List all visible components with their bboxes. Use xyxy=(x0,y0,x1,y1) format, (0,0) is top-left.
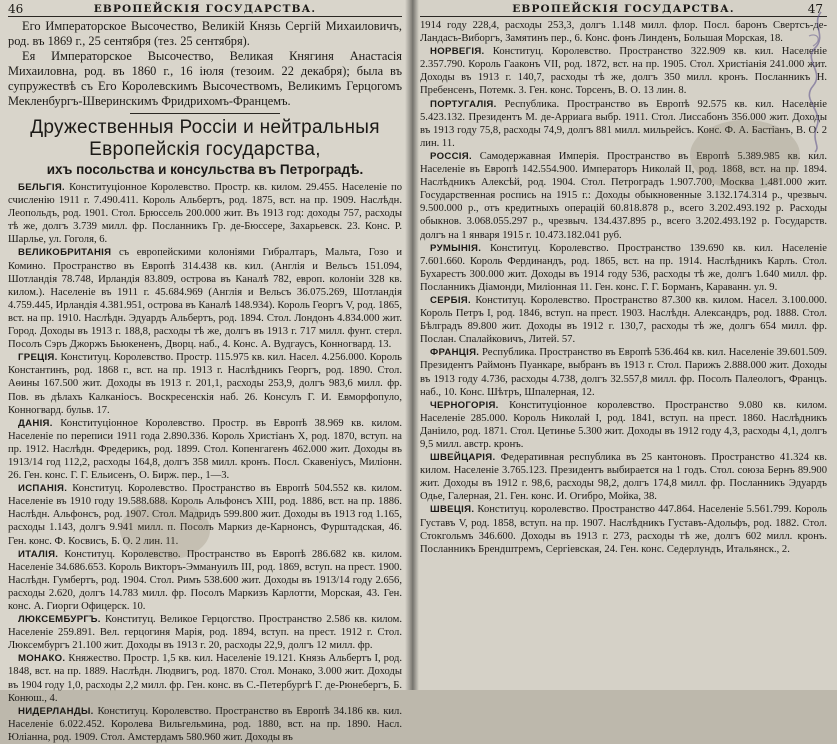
right-column xyxy=(420,19,827,556)
country-text: Конституц. Великое Герцогство. Пространство 2.586 кв. килом. Населенiе 259.891. Вел. герцогиня Марiя, род. 1894, вступ. на прест. 1912 г. Стол. Люксембургъ 21.100 жит. Доходы въ 1913 г. 20, расходы 22,9, долгъ 12 милл. фр. xyxy=(8,614,402,652)
country-text: Республика. Пространство въ Европѣ 92.575 кв. кил. Населенiе 5.423.132. Президентъ М. де-Арриага выбр. 1911. Стол. Лиссабонъ 356.000 жит. Доходы въ 1913 году 75,8, расходы 74,9, долгъ 881 милл. мильрейсъ. Конс. Ф. А. Бастiанъ, В. О. 2 лин. 11. xyxy=(420,98,827,149)
continued-entry xyxy=(420,19,827,45)
handwritten-margin-note-mark xyxy=(801,6,831,156)
country-entry xyxy=(420,399,827,451)
country-name: ПОРТУГАЛIЯ. xyxy=(430,98,497,110)
country-text: Конституцiонное королевство. Пространство 9.080 кв. килом. Населенiе 285.000. Король Николай I, род. 1841, вступ. на прест. 1860. Наслѣдникъ Данiило, род. 1871. Стол. Цетинье 5.300 жит. Доходы въ 1912 году 4,3, расходы 4,1, долгъ 9,5 милл. австр. кронъ. xyxy=(420,399,827,450)
country-name: СЕРБIЯ. xyxy=(430,294,471,306)
section-subtitle: ихъ посольства и консульства въ Петроградѣ. xyxy=(46,162,364,177)
section-title: Дружественныя Россiи и нейтральныя Европейскiя государства, xyxy=(30,117,380,160)
country-entry xyxy=(420,346,827,398)
country-text: Княжество. Простр. 1,5 кв. кил. Населенiе 19.121. Князь Альбертъ I, род. 1848, вст. на пр. 1889. Наслѣдн. Людвигъ, род. 1870. Стол. Монако, 3.000 жит. Доходы въ 1904 году 1,0, расходы 2,2 милл. фр. Ген. конс. въ С.-Петербургѣ Г. де-Рюнебергъ, Б. Конюш., 4. xyxy=(8,653,403,704)
country-entry xyxy=(420,451,827,503)
left-running-head xyxy=(8,2,402,17)
country-text: Конституц. Королевство. Пространство въ Европѣ 504.552 кв. килом. Населенiе въ 1910 году 19.588.688. Король Альфонсъ XIII, род. 1886, вст. на пр. 1886. Наслѣдн. Альфонсъ, род. 1907. Стол. Мадридъ 599.800 жит. Доходы въ 1913 год 1.165, расходы 1.143, долгъ 9.941 милл. п. Посолъ Маркиз де-Карнонсъ, Фурштадская, 46. Ген. конс. Ф. Косвисъ, Б. О. 2 лин. 11. xyxy=(8,483,402,547)
country-entry xyxy=(8,181,402,246)
country-text: Республика. Пространство въ Европѣ 536.464 кв. кил. Населенiе 39.601.509. Президентъ Раймонъ Пуанкаре, выбранъ въ 1913 г. Стол. Парижъ 2.888.000 жит. Доходы въ 1913 году 4.736, расходы 4.738, долгъ 32.557,8 милл. фр. Посолъ Палеологъ, Францъ. наб., 10. Конс. Шѣтръ, Шпалерная, 12. xyxy=(420,347,827,398)
country-name: ИСПАНIЯ. xyxy=(18,483,68,495)
country-name: ДАНIЯ. xyxy=(18,417,53,429)
country-name: ГРЕЦIЯ. xyxy=(18,352,58,364)
section-rule xyxy=(130,113,280,114)
country-text: Конституц. Королевство. Пространство 322.909 кв. кил. Населенiе 2.357.790. Король Гааконъ VII, род. 1872, вст. на пр. 1905. Стол. Христiанiя 241.000 жит. Доходы въ 1913 г. 140,7, расходы тѣ же, долгъ 350 милл. кронъ. Посланникъ Н. Пребенсенъ, Потемк. 3. Ген. конс. Торсенъ, В. О. 13 лин. 8. xyxy=(420,46,827,97)
right-running-head xyxy=(420,2,827,17)
left-page-number: 46 xyxy=(8,2,24,16)
country-entry xyxy=(8,417,402,482)
country-name: РОССIЯ. xyxy=(430,150,472,162)
page-stain xyxy=(690,120,800,190)
country-entry xyxy=(8,548,402,613)
country-text: Конституц. Королевство. Пространство 87.300 кв. килом. Насел. 3.100.000. Король Петръ I, род. 1846, вступ. на прест. 1903. Наслѣдн. Александръ, род. 1888. Стол. Бѣлградъ 89.800 жит. Доходы въ 1912 г. 130,7, расходы тѣ же, долгъ 654 милл. фр. Послан. Спалайковичъ, Литей. 57. xyxy=(420,294,827,346)
book-gutter-shadow xyxy=(405,0,419,690)
right-page xyxy=(410,0,837,690)
left-running-title: ЕВРОПЕЙСКIЯ ГОСУДАРСТВА. xyxy=(93,3,317,15)
country-text: Самодержавная Имперiя. Пространство въ Европѣ 5.389.985 кв. кил. Населенiе въ Европѣ 142.554.900. Императоръ Николай II, род. 1868, вст. на пр. 1894. Наслѣдникъ Алексѣй, род. 1904. Стол. Петроградъ 1.907.700, Москва 1.481.000 жит. Государственная роспись на 1915 г.: Доходы обыкновенные 3.132.174.314 р., чрезвыч. 9.500.000 р., отъ кредитныхъ операцiй 60.818.878 р., всего 3.202.493.192 р. Расходы обыкнов. 3.068.055.297 р., чрезвыч. 134.437.895 р., всего 3.202.493.192 р. Государств. долгъ на 1 января 1915 г. 10.473.182.041 руб. xyxy=(420,150,827,241)
country-name: НИДЕРЛАНДЫ. xyxy=(18,705,94,717)
country-entry xyxy=(420,503,827,555)
country-text: Конституц. Королевство. Пространство 139.690 кв. кил. Населенiе 7.601.660. Король Фердинандъ, род. 1865, вст. на пр. 1914. Наслѣдникъ Карлъ. Стол. Бухарестъ 300.000 жит. Доходы въ 1914 году 536, расходы тѣ же, долгъ 1.640 милл. фр. Посланникъ Дiамонди, Милiонная 11. Ген. конс. Г. Г. Борманъ, Караванн. ул. 9. xyxy=(420,242,827,293)
country-name: ФРАНЦIЯ. xyxy=(430,347,480,359)
imperial-family-notes xyxy=(8,19,402,109)
country-name: ШВЕЙЦАРIЯ. xyxy=(430,452,496,464)
left-column xyxy=(8,181,402,744)
country-text: Конституцiонное Королевство. Простр. въ Европѣ 38.969 кв. килом. Населенiе по переписи 1911 года 2.890.336. Король Христiанъ X, род. 1870, вступ. на пр. 1912. Наслѣдн. Фредерикъ, род. 1899. Стол. Копенгагенъ 462.000 жит. Доходы въ 1913/14 год 112,2, расходы 164,8, долгъ 358 милл. кронъ. Посл. Скавенiусъ, Милiонн. 26. Ген. конс. Г. Г. Ельисенъ, О. Бирж. пер., 1—3. xyxy=(8,417,402,482)
country-text: Конституц. Королевство. Пространство въ Европѣ 34.186 кв. кил. Населенiе 6.022.452. Королева Вильгельмина, род. 1880, вст. на пр. 1890. Насл. Юлiанна, род. 1909. Стол. Амстердамъ 580.960 жит. Доходы въ xyxy=(8,705,402,743)
country-text: Конституцiонное Королевство. Простр. кв. килом. 29.455. Населенiе по счисленiю 1911 г. 7.490.411. Король Альбертъ, род. 1875, вст. на пр. 1909. Наслѣдн. Леопольдъ, род. 1901. Стол. Брюссель 200.000 жит. Въ 1913 год: доходы 757, расходы тѣ же, долгъ 3.739 милл. фр. Посланникъ Гр. де-Бюссере, Захарьевск. 23. Конс. Р. Шарлье, ул. Гоголя, 6. xyxy=(8,182,402,246)
country-entry xyxy=(420,294,827,346)
intro-paragraph: Его Императорское Высочество, Великiй Князь Сергiй Михаиловичъ, род. въ 1869 г., 25 сентября (тез. 25 сентября). xyxy=(8,19,402,48)
country-text: Конституц. Королевство. Простр. 115.975 кв. кил. Насел. 4.256.000. Король Константинъ, род. 1868 г., вст. на пр. 1913 г. Наслѣдникъ Георгъ, род. 1890. Стол. Аѳины 167.500 жит. Доходы въ 1913 г. 201,1, расходы 253,9, долгъ 983,6 милл. фр. Пов. въ дѣлахъ Калканiосъ. Воскресенскiя наб. 26. Консулъ Г. И. Евморфопуло, Конногвард. бульв. 17. xyxy=(8,352,402,416)
country-entry xyxy=(420,45,827,97)
country-entry xyxy=(8,351,402,416)
country-text: съ европейскими колонiями Гибралтаръ, Мальта, Гозо и Комино. Пространство въ Европѣ 314.438 кв. кил. (Англiя и Вельсъ 151.094, Шотландiя 78.748, Ирландiя 83.809, острова въ Каналѣ 782, европ. колонiи 328 кв. килом.). Населенiе въ 1911 г. 45.684.969 (Англiя и Вельсъ 36.075.269, Шотландiя 4.759.445, Ирландiя 4.381.951, острова въ Каналѣ 148.934). Король Георгъ V, род. 1865, вст. на пр. 1910. Наслѣдн. Эдуардъ Альбертъ, род. 1894. Стол. Лондонъ 4.834.000 жит. Город. Доходы въ 1913 г. 188,8, расходы тѣ же, долгъ въ 1913 г. 717 милл. фунт. стерл. Посолъ Сэръ Джоржъ Бьюкененъ, Дворц. наб., 4. Конс. А. Вудгаусъ, Конногвард. 13. xyxy=(8,247,402,351)
country-text: 1914 году 228,4, расходы 253,3, долгъ 1.148 милл. флор. Посл. баронъ Свертсъ-де-Ландасъ-Виборгъ, Замятинъ пер., 6. Конс. фонъ Линденъ, Большая Морская, 18. xyxy=(420,20,827,45)
left-page xyxy=(0,0,410,743)
country-name: ЧЕРНОГОРIЯ. xyxy=(430,399,499,411)
country-entry xyxy=(8,246,402,351)
country-name: РУМЫНIЯ. xyxy=(430,242,482,254)
page-stain xyxy=(120,500,210,560)
country-name: МОНАКО. xyxy=(18,653,66,665)
country-text: Конституц. Королевство. Пространство въ Европѣ 286.682 кв. килом. Населенiе 34.686.653. Король Викторъ-Эммануилъ III, род. 1869, вступ. на прест. 1900. Наслѣдн. Гумбертъ, род. 1904. Стол. Римъ 538.600 жит. Доходы въ 1913/14 году 2.656, расходы 2.620, долгъ 14.783 милл. фр. Посолъ Маркизъ Карлотти, Морская, 43. Ген. конс. А. Гиорги Офицерск. 10. xyxy=(8,548,403,612)
right-running-title: ЕВРОПЕЙСКIЯ ГОСУДАРСТВА. xyxy=(512,3,735,15)
country-name: НОРВЕГIЯ. xyxy=(430,46,485,58)
country-entry xyxy=(420,242,827,294)
intro-paragraph: Ея Императорское Высочество, Великая Княгиня Анастасiя Михаиловна, род. въ 1860 г., 16 iюля (тезоим. 22 декабря); была въ супружествѣ съ Его Королевскимъ Высочествомъ, Великимъ Герцогомъ Мекленбургъ-Шверинскимъ Фридрихомъ-Францемъ. xyxy=(8,49,402,108)
country-entry xyxy=(8,705,402,744)
country-name: ШВЕЦIЯ. xyxy=(430,504,475,516)
right-page-number: 47 xyxy=(807,2,823,16)
country-text: Федеративная республика въ 25 кантоновъ. Пространство 41.324 кв. килом. Населенiе 3.765.123. Президентъ выбирается на 1 годъ. Стол. союза Бернъ 89.900 жит. Доходы въ 1912 г. 98,6, расходы 98,2, долгъ 174,8 милл. фр. Посланникъ Эдуардъ Одье, Галерная, 21. Ген. конс. И. Огибро, Мойка, 38. xyxy=(420,452,827,503)
country-entry xyxy=(8,652,402,704)
country-name: ВЕЛИКОБРИТАНIЯ xyxy=(18,247,112,259)
country-name: ИТАЛIЯ. xyxy=(18,548,59,560)
country-name: ЛЮКСЕМБУРГЪ. xyxy=(18,614,101,626)
country-name: БЕЛЬГIЯ. xyxy=(18,182,65,193)
country-text: Конституц. королевство. Пространство 447.864. Населенiе 5.561.799. Король Густавъ V, род. 1858, вступ. на пр. 1907. Наслѣдникъ Густавъ-Адольфъ, род. 1882. Стол. Стокгольмъ 346.600. Доходы въ 1913 г. 273, расходы тѣ же, долгъ 602 милл. кронъ. Посланникъ Брендштремъ, Сергiевская, 24. Ген. конс. Седерлундъ, Итальянск., 2. xyxy=(420,504,828,555)
country-entry xyxy=(8,613,402,652)
